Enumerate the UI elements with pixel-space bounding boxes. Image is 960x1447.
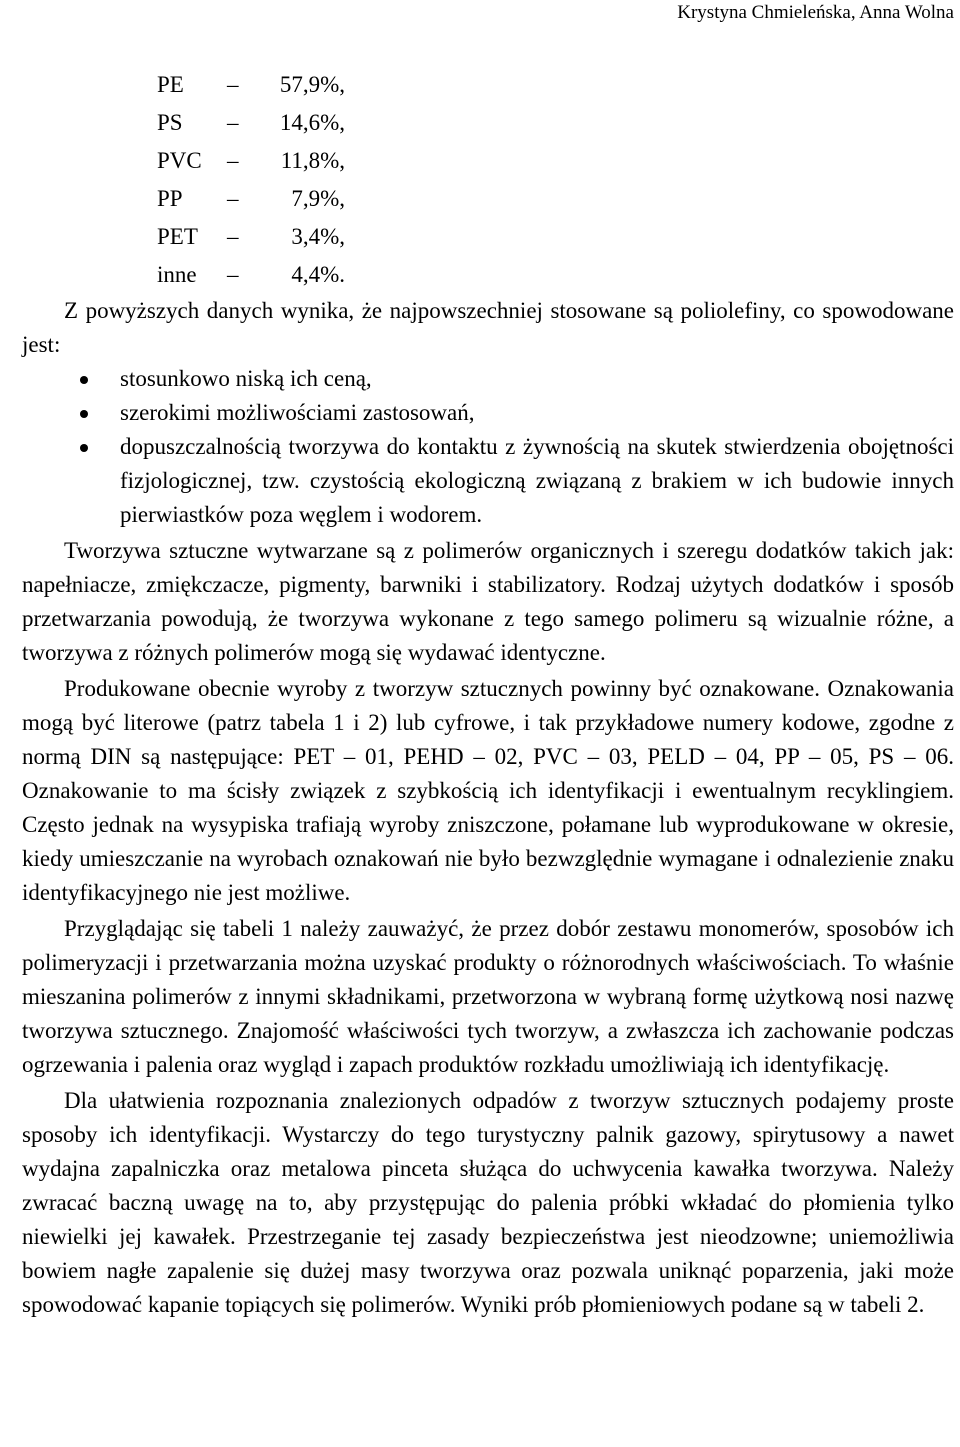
polymer-name: PE xyxy=(157,72,184,97)
paragraph-properties: Przyglądając się tabeli 1 należy zauważyć, że przez dobór zestawu monomerów, sposobów ich polimeryzacji i przetwarzania można uzyskać produkty o różnorodnych właściwościach. To właśnie mieszanina polimerów z innymi składnikami, przetworzona w wybraną formę użytkową nosi nazwę tworzywa sztucznego. Znajomość właściwości tych tworzyw, a zwłaszcza ich zachowanie podczas ogrzewania i palenia oraz wygląd i zapach produktów rozkładu umożliwiają ich identyfikację. xyxy=(22,916,954,1077)
polymer-name: PP xyxy=(157,186,183,211)
stat-row xyxy=(157,66,345,104)
polymer-share: 7,9%, xyxy=(291,186,345,211)
list-item-text: dopuszczalnością tworzywa do kontaktu z żywnością na skutek stwierdzenia obojętności fizjologicznej, tzw. czystością ekologiczną związaną z brakiem w ich budowie innych pierwiastków poza węglem i wodorem. xyxy=(120,434,954,527)
intro-paragraph: Z powyższych danych wynika, że najpowszechniej stosowane są poliolefiny, co spowodowane jest: xyxy=(22,298,954,357)
list-item-text: szerokimi możliwościami zastosowań, xyxy=(120,400,475,425)
dash: – xyxy=(227,186,239,211)
list-item-text: stosunkowo niską ich ceną, xyxy=(120,366,372,391)
reasons-list xyxy=(22,362,954,532)
paragraph-additives: Tworzywa sztuczne wytwarzane są z polimerów organicznych i szeregu dodatków takich jak: napełniacze, zmiękczacze, pigmenty, barwniki i stabilizatory. Rodzaj użytych dodatków i sposób przetwarzania powodują, że tworzywa wykonane z tego samego polimeru są wizualnie różne, a tworzywa z różnych polimerów mogą się wydawać identyczne. xyxy=(22,538,954,665)
stat-row xyxy=(157,218,345,256)
running-header: Krystyna Chmieleńska, Anna Wolna xyxy=(677,2,954,23)
list-item xyxy=(22,396,954,430)
paragraph-marking: Produkowane obecnie wyroby z tworzyw sztucznych powinny być oznakowane. Oznakowania mogą być literowe (patrz tabela 1 i 2) lub cyfrowe, i tak przykładowe numery kodowe, zgodne z normą DIN są następujące: PET – 01, PEHD – 02, PVC – 03, PELD – 04, PP – 05, PS – 06. Oznakowanie to ma ścisły związek z szybkością ich identyfikacji i ewentualnym recyklingiem. Często jednak na wysypiska trafiają wyroby zniszczone, połamane lub wyprodukowane w okresie, kiedy umieszczanie na wyrobach oznakowań nie było bezwzględnie wymagane i odnalezienie znaku identyfikacyjnego nie jest możliwe. xyxy=(22,676,954,905)
dash: – xyxy=(227,262,239,287)
dash: – xyxy=(227,110,239,135)
body-text xyxy=(22,294,954,1322)
polymer-share: 14,6%, xyxy=(279,110,345,135)
polymer-share: 11,8%, xyxy=(280,148,345,173)
dash: – xyxy=(227,72,239,97)
polymer-name: inne xyxy=(157,262,197,287)
stat-row xyxy=(157,104,345,142)
polymer-share-list xyxy=(157,66,345,294)
list-item xyxy=(22,362,954,396)
dash: – xyxy=(227,224,239,249)
polymer-name: PS xyxy=(157,110,183,135)
polymer-share: 3,4%, xyxy=(291,224,345,249)
stat-row xyxy=(157,256,345,294)
bullet-icon xyxy=(80,410,88,418)
stat-row xyxy=(157,180,345,218)
dash: – xyxy=(227,148,239,173)
polymer-share: 57,9%, xyxy=(279,72,345,97)
polymer-name: PVC xyxy=(157,148,202,173)
polymer-share: 4,4%. xyxy=(291,262,345,287)
stat-row xyxy=(157,142,345,180)
paragraph-identification: Dla ułatwienia rozpoznania znalezionych odpadów z tworzyw sztucznych podajemy proste sposoby ich identyfikacji. Wystarczy do tego turystyczny palnik gazowy, spirytusowy a nawet wydajna zapalniczka oraz metalowa pinceta służąca do uchwycenia kawałka tworzywa. Należy zwracać baczną uwagę na to, aby przystępując do palenia próbki wkładać do płomienia tylko niewielki jej kawałek. Przestrzeganie tej zasady bezpieczeństwa jest nieodzowne; uniemożliwia bowiem nagłe zapalenie się dużej masy tworzywa oraz pozwala uniknąć poparzenia, jaki może spowodować kapanie topiących się polimerów. Wyniki prób płomieniowych podane są w tabeli 2. xyxy=(22,1088,954,1317)
polymer-name: PET xyxy=(157,224,198,249)
bullet-icon xyxy=(80,376,88,384)
list-item xyxy=(22,430,954,532)
bullet-icon xyxy=(80,444,88,452)
